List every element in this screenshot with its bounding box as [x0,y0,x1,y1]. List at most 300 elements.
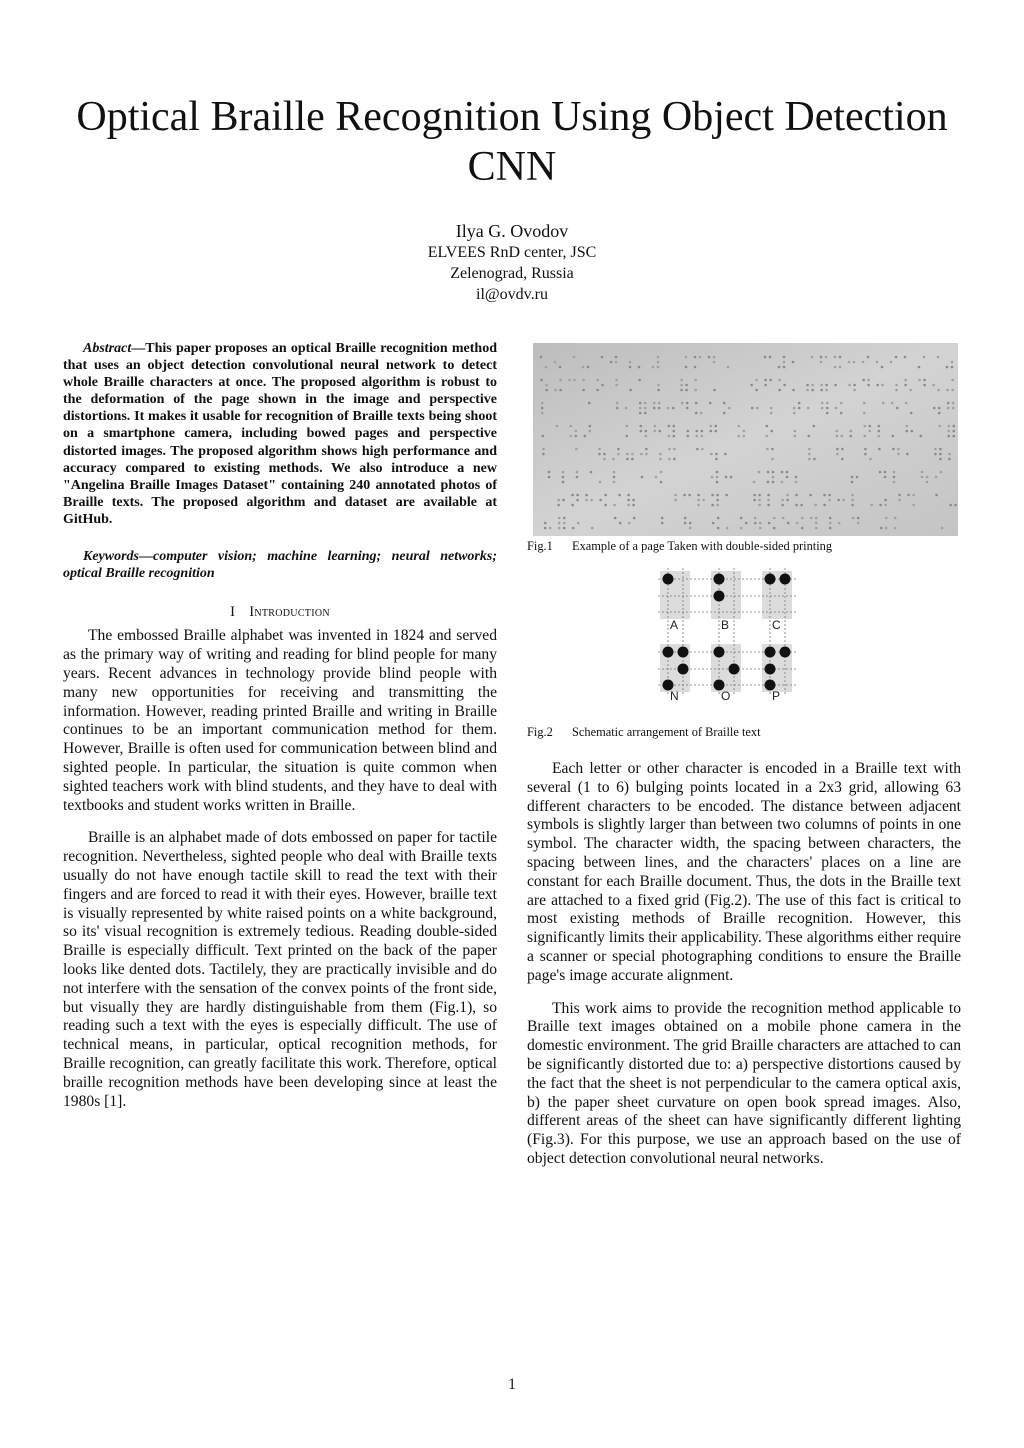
braille-photo-dot [940,471,943,474]
braille-photo-dot [867,356,870,359]
keywords [63,548,497,583]
braille-photo-dot [848,361,851,364]
braille-photo-dot [745,522,748,525]
braille-photo-dot [659,453,662,456]
braille-photo-dot [758,494,761,497]
braille-photo-dot [657,366,660,369]
braille-photo-dot [876,361,879,364]
braille-photo-dot [938,407,941,410]
braille-photo-dot [881,366,884,369]
braille-photo-dot [862,361,865,364]
braille-photo-dot [851,476,854,479]
braille-photo-dot [794,430,797,433]
braille-grid-diagram [658,568,808,700]
braille-photo-dot [661,522,664,525]
dot-c-1 [765,574,776,585]
braille-photo-dot [825,384,828,387]
braille-photo-dot [853,361,856,364]
braille-photo-dot [793,407,796,410]
braille-photo-dot [668,458,671,461]
braille-photo-dot [541,402,544,405]
braille-photo-dot [884,476,887,479]
braille-photo-dot [953,435,956,438]
braille-photo-dot [949,504,952,507]
page-number: 1 [508,1376,516,1393]
braille-photo-dot [711,494,714,497]
braille-photo-dot [786,471,789,474]
braille-photo-dot [893,471,896,474]
braille-photo-dot [615,379,618,382]
braille-photo-dot [558,522,561,525]
braille-photo-dot [907,494,910,497]
braille-photo-dot [697,494,700,497]
braille-photo-dot [753,499,756,502]
braille-photo-dot [772,476,775,479]
braille-photo-dot [837,499,840,502]
braille-photo-dot [935,494,938,497]
braille-photo-dot [616,402,619,405]
braille-photo-dot [912,504,915,507]
braille-photo-dot [771,448,774,451]
braille-photo-dot [754,517,757,520]
braille-photo-dot [898,499,901,502]
braille-photo-dot [781,499,784,502]
braille-photo-dot [639,402,642,405]
braille-photo-dot [857,522,860,525]
braille-photo-dot [807,407,810,410]
braille-photo-dot [559,389,562,392]
braille-photo-dot [700,412,703,415]
braille-photo-dot [935,476,938,479]
braille-photo-dot [787,522,790,525]
braille-photo-dot [713,361,716,364]
braille-photo-dot [840,412,843,415]
braille-photo-dot [573,379,576,382]
braille-photo-dot [599,481,602,484]
braille-photo-dot [659,458,662,461]
braille-photo-dot [947,407,950,410]
braille-photo-dot [585,499,588,502]
braille-photo-dot [828,494,831,497]
braille-photo-dot [681,402,684,405]
braille-photo-dot [684,522,687,525]
braille-photo-dot [562,499,565,502]
braille-photo-dot [841,458,844,461]
braille-photo-dot [612,458,615,461]
braille-photo-dot [897,453,900,456]
braille-photo-dot [918,366,921,369]
braille-photo-dot [674,499,677,502]
abstract [63,340,497,528]
braille-photo-dot [794,435,797,438]
dot-n-4 [678,647,689,658]
braille-photo-dot [937,389,940,392]
braille-photo-dot [632,504,635,507]
braille-photo-dot [716,499,719,502]
braille-photo-dot [948,458,951,461]
braille-photo-dot [657,389,660,392]
braille-photo-dot [673,425,676,428]
braille-photo-dot [948,453,951,456]
dot-n-5 [678,664,689,675]
braille-photo-dot [557,504,560,507]
braille-photo-dot [582,389,585,392]
braille-photo-dot [878,448,881,451]
letter-n: N [670,689,679,700]
braille-photo-dot [660,471,663,474]
keywords-label: Keywords [83,549,139,565]
letter-o: O [721,689,731,700]
braille-photo-dot [793,412,796,415]
intro-paragraph-3: Each letter or other character is encoded in a Braille text with several (1 to 6) bulging points located in a 2x3 grid, allowing 63 different characters to be encoded. The distance between adjacent symbols is slightly larger than between two columns of points in one symbol. The character width, the spacing between characters, the spacing between lines, and the characters' places on a line are constant for each Braille document. Thus, the dots in the Braille text are attached to a fixed grid (Fig.2). The use of this fact is critical to most existing methods of Braille recognition. However, this significantly limits their applicability. These algorithms either require a scanner or special photographing conditions to ensure the Braille page's image accurate alignment. [527,760,961,984]
braille-photo-dot [767,494,770,497]
braille-photo-dot [591,527,594,530]
braille-photo-dot [540,379,543,382]
braille-photo-dot [894,527,897,530]
braille-photo-dot [667,407,670,410]
braille-photo-dot [544,522,547,525]
braille-photo-dot [680,389,683,392]
braille-photo-dot [769,379,772,382]
braille-photo-dot [688,494,691,497]
left-column [63,340,497,1125]
braille-photo-dot [778,389,781,392]
braille-photo-dot [716,471,719,474]
braille-photo-dot [879,504,882,507]
braille-photo-dot [754,522,757,525]
braille-photo-dot [798,407,801,410]
braille-photo-dot [801,527,804,530]
braille-photo-dot [759,522,762,525]
braille-photo-dot [767,504,770,507]
braille-photo-dot [668,448,671,451]
braille-photo-dot [926,476,929,479]
braille-photo-dot [820,356,823,359]
braille-photo-dot [811,356,814,359]
braille-photo-dot [685,384,688,387]
braille-photo-dot [687,430,690,433]
braille-photo-dot [953,430,956,433]
abstract-text: This paper proposes an optical Braille recognition method that uses an object detection convolutional neural network to detect whole Braille characters at once. The proposed algorithm is robust to the deformation of the page shown in the image and perspective distortions. It makes it usable for recognition of Braille texts being shoot on a smartphone camera, including bowed pages and perspective distorted images. The proposed algorithm shows high performance and accuracy compared to existing methods. We also introduce a new "Angelina Braille Images Dataset" containing 240 annotated photos of Braille texts. The proposed algorithm and dataset are available at GitHub. [63,341,497,527]
braille-photo-dot [603,458,606,461]
braille-photo-dot [640,453,643,456]
braille-photo-dot [652,366,655,369]
braille-photo-dot [884,471,887,474]
braille-photo-dot [767,481,770,484]
braille-photo-dot [672,407,675,410]
braille-photo-dot [576,494,579,497]
braille-photo-dot [878,435,881,438]
braille-photo-dot [839,356,842,359]
braille-photo-dot [767,471,770,474]
braille-photo-dot [764,379,767,382]
braille-photo-dot [939,458,942,461]
braille-photo-dot [783,361,786,364]
braille-photo-dot [857,517,860,520]
braille-photo-dot [673,435,676,438]
braille-photo-dot [644,407,647,410]
dot-c-4 [780,574,791,585]
braille-photo-dot [766,448,769,451]
braille-photo-dot [668,425,671,428]
author-email: il@ovdv.ru [476,286,548,303]
braille-photo-dot [800,504,803,507]
paper-title: Optical Braille Recognition Using Object Detection CNN [76,94,948,190]
braille-photo-dot [852,517,855,520]
braille-photo-dot [610,361,613,364]
braille-photo-dot [881,384,884,387]
braille-photo-dot [891,402,894,405]
dot-b-2 [714,591,725,602]
braille-photo-dot [563,527,566,530]
braille-photo-dot [934,453,937,456]
braille-photo-dot [796,522,799,525]
braille-photo-dot [701,448,704,451]
braille-photo-dot [869,458,872,461]
figure-2-caption-text: Schematic arrangement of Braille text [572,725,761,739]
braille-photo-dot [939,425,942,428]
braille-photo-dot [708,356,711,359]
braille-photo-dot [548,476,551,479]
braille-photo-dot [848,384,851,387]
abstract-label: Abstract [83,341,132,356]
braille-photo-dot [809,494,812,497]
braille-photo-dot [544,527,547,530]
braille-photo-dot [825,389,828,392]
braille-photo-dot [577,522,580,525]
braille-photo-dot [601,356,604,359]
braille-photo-dot [811,389,814,392]
braille-photo-dot [938,412,941,415]
braille-photo-dot [696,435,699,438]
braille-photo-dot [628,522,631,525]
braille-photo-dot [575,448,578,451]
braille-photo-dot [932,384,935,387]
braille-photo-dot [912,494,915,497]
figure-1-braille-photo [533,343,958,536]
braille-photo-dot [540,356,543,359]
braille-photo-dot [673,458,676,461]
braille-photo-dot [640,425,643,428]
braille-photo-dot [921,476,924,479]
braille-photo-dot [658,407,661,410]
braille-photo-dot [766,425,769,428]
braille-photo-dot [616,407,619,410]
braille-photo-dot [545,384,548,387]
letter-b: B [721,618,730,632]
braille-photo-dot [904,356,907,359]
braille-photo-dot [696,448,699,451]
braille-photo-dot [615,356,618,359]
braille-photo-dot [590,499,593,502]
braille-photo-dot [772,471,775,474]
braille-photo-dot [576,471,579,474]
braille-photo-dot [839,366,842,369]
intro-paragraph-2: Braille is an alphabet made of dots embossed on paper for tactile recognition. Nevertheless, sighted people who deal with Braille texts usually do not have enough tactile skill to read the text with their fingers and are forced to read it with their eyes. However, braille text is visually represented by white raised points on a white background, so its' visual recognition is extremely tedious. Reading double-sided Braille is especially difficult. Text printed on the back of the paper looks like dented dots. Tactilely, they are practically invisible and do not interfere with the sensation of the convex points of the front side, but visually they are hardly distinguishable from them (Fig.1), so reading such a text with the eyes is especially difficult. The use of technical means, in particular, optical recognition methods, for Braille recognition, can greatly facilitate this work. Therefore, optical braille recognition methods have been developing since at least the 1980s [1]. [63,829,497,1110]
braille-photo-dot [673,430,676,433]
braille-photo-dot [711,504,714,507]
braille-photo-dot [590,471,593,474]
braille-photo-dot [542,448,545,451]
braille-photo-dot [697,499,700,502]
braille-photo-dot [863,402,866,405]
braille-photo-dot [910,412,913,415]
braille-photo-dot [904,379,907,382]
braille-photo-dot [815,522,818,525]
braille-photo-dot [951,361,954,364]
braille-photo-dot [584,435,587,438]
braille-photo-dot [557,499,560,502]
braille-photo-dot [613,481,616,484]
keywords-dash: — [139,549,153,565]
braille-photo-dot [952,407,955,410]
braille-photo-dot [904,384,907,387]
braille-photo-dot [906,425,909,428]
braille-photo-dot [879,471,882,474]
braille-photo-dot [850,435,853,438]
braille-photo-dot [694,379,697,382]
braille-photo-dot [792,361,795,364]
braille-photo-dot [582,379,585,382]
braille-photo-dot [689,522,692,525]
braille-photo-dot [614,517,617,520]
dot-n-1 [663,647,674,658]
braille-photo-dot [701,430,704,433]
braille-photo-dot [851,504,854,507]
braille-photo-dot [911,430,914,433]
braille-photo-dot [710,425,713,428]
braille-photo-dot [601,384,604,387]
braille-photo-dot [933,407,936,410]
section-title: Introduction [249,603,330,620]
braille-photo-dot [815,527,818,530]
braille-photo-dot [905,402,908,405]
braille-photo-dot [948,430,951,433]
braille-photo-dot [541,412,544,415]
braille-photo-dot [795,481,798,484]
braille-photo-dot [575,435,578,438]
braille-photo-dot [715,425,718,428]
braille-photo-dot [631,458,634,461]
braille-photo-dot [589,430,592,433]
braille-photo-dot [786,499,789,502]
figure-2-braille-grid [658,568,808,700]
braille-photo-dot [751,407,754,410]
braille-photo-dot [699,356,702,359]
keywords-text: computer vision; machine learning; neural networks; optical Braille recognition [63,549,497,582]
braille-photo-dot [813,458,816,461]
braille-photo-dot [834,356,837,359]
braille-photo-dot [884,504,887,507]
braille-photo-dot [864,435,867,438]
braille-photo-dot [639,407,642,410]
braille-photo-dot [838,522,841,525]
braille-photo-dot [820,384,823,387]
braille-photo-dot [638,379,641,382]
braille-photo-dot [716,481,719,484]
braille-photo-dot [808,448,811,451]
letter-a: A [670,618,679,632]
braille-photo-dot [768,522,771,525]
braille-photo-dot [821,402,824,405]
figure-2-number: Fig.2 [527,725,553,739]
braille-photo-dot [674,494,677,497]
braille-photo-dot [715,430,718,433]
braille-photo-dot [948,435,951,438]
braille-photo-dot [723,412,726,415]
braille-photo-dot [778,366,781,369]
braille-photo-dot [615,384,618,387]
braille-photo-dot [921,471,924,474]
braille-photo-dot [701,435,704,438]
braille-photo-dot [947,402,950,405]
braille-photo-dot [870,504,873,507]
braille-photo-dot [829,517,832,520]
braille-photo-dot [641,476,644,479]
braille-photo-dot [685,366,688,369]
braille-photo-dot [764,356,767,359]
braille-photo-dot [711,476,714,479]
braille-photo-dot [645,435,648,438]
braille-photo-dot [717,517,720,520]
braille-photo-dot [885,527,888,530]
braille-photo-dot [829,527,832,530]
intro-paragraph-1: The embossed Braille alphabet was invented in 1824 and served as the primary way of writing and reading for blind people for many years. Recent advances in technology provide blind people with many new opportunities for receiving and transmitting the information. However, reading printed Braille and writing in Braille continues to be an important communication method for them. However, Braille is often used for communication between blind and sighted people. In particular, the situation is quite common when sighted teachers work with blind students, and they have to deal with textbooks and student works written in Braille. [63,627,497,814]
braille-photo-dot [896,407,899,410]
braille-photo-dot [862,379,865,382]
braille-photo-dot [778,379,781,382]
braille-photo-dot [835,407,838,410]
abstract-dash: — [131,341,146,356]
braille-photo-dot [613,476,616,479]
braille-photo-dot [894,517,897,520]
braille-photo-dot [869,425,872,428]
braille-photo-dot [753,494,756,497]
braille-photo-dot [820,361,823,364]
braille-photo-dot [867,384,870,387]
braille-photo-dot [834,366,837,369]
braille-photo-dot [792,389,795,392]
braille-photo-dot [766,435,769,438]
dot-a-1 [663,574,674,585]
braille-photo-dot [808,458,811,461]
letter-c: C [772,618,781,632]
braille-photo-dot [542,435,545,438]
braille-photo-dot [939,453,942,456]
braille-photo-dot [554,389,557,392]
braille-photo-dot [786,494,789,497]
braille-photo-dot [786,476,789,479]
braille-photo-dot [716,476,719,479]
braille-photo-dot [783,384,786,387]
braille-photo-dot [689,527,692,530]
braille-photo-dot [906,430,909,433]
braille-photo-dot [645,448,648,451]
braille-photo-dot [951,379,954,382]
braille-photo-dot [770,412,773,415]
braille-photo-dot [657,361,660,364]
braille-photo-dot [738,435,741,438]
braille-photo-dot [570,425,573,428]
braille-photo-dot [909,389,912,392]
braille-photo-dot [657,384,660,387]
braille-photo-dot [895,356,898,359]
braille-photo-dot [618,494,621,497]
braille-photo-dot [840,402,843,405]
dot-b-1 [714,574,725,585]
braille-photo-dot [603,453,606,456]
braille-photo-dot [695,412,698,415]
